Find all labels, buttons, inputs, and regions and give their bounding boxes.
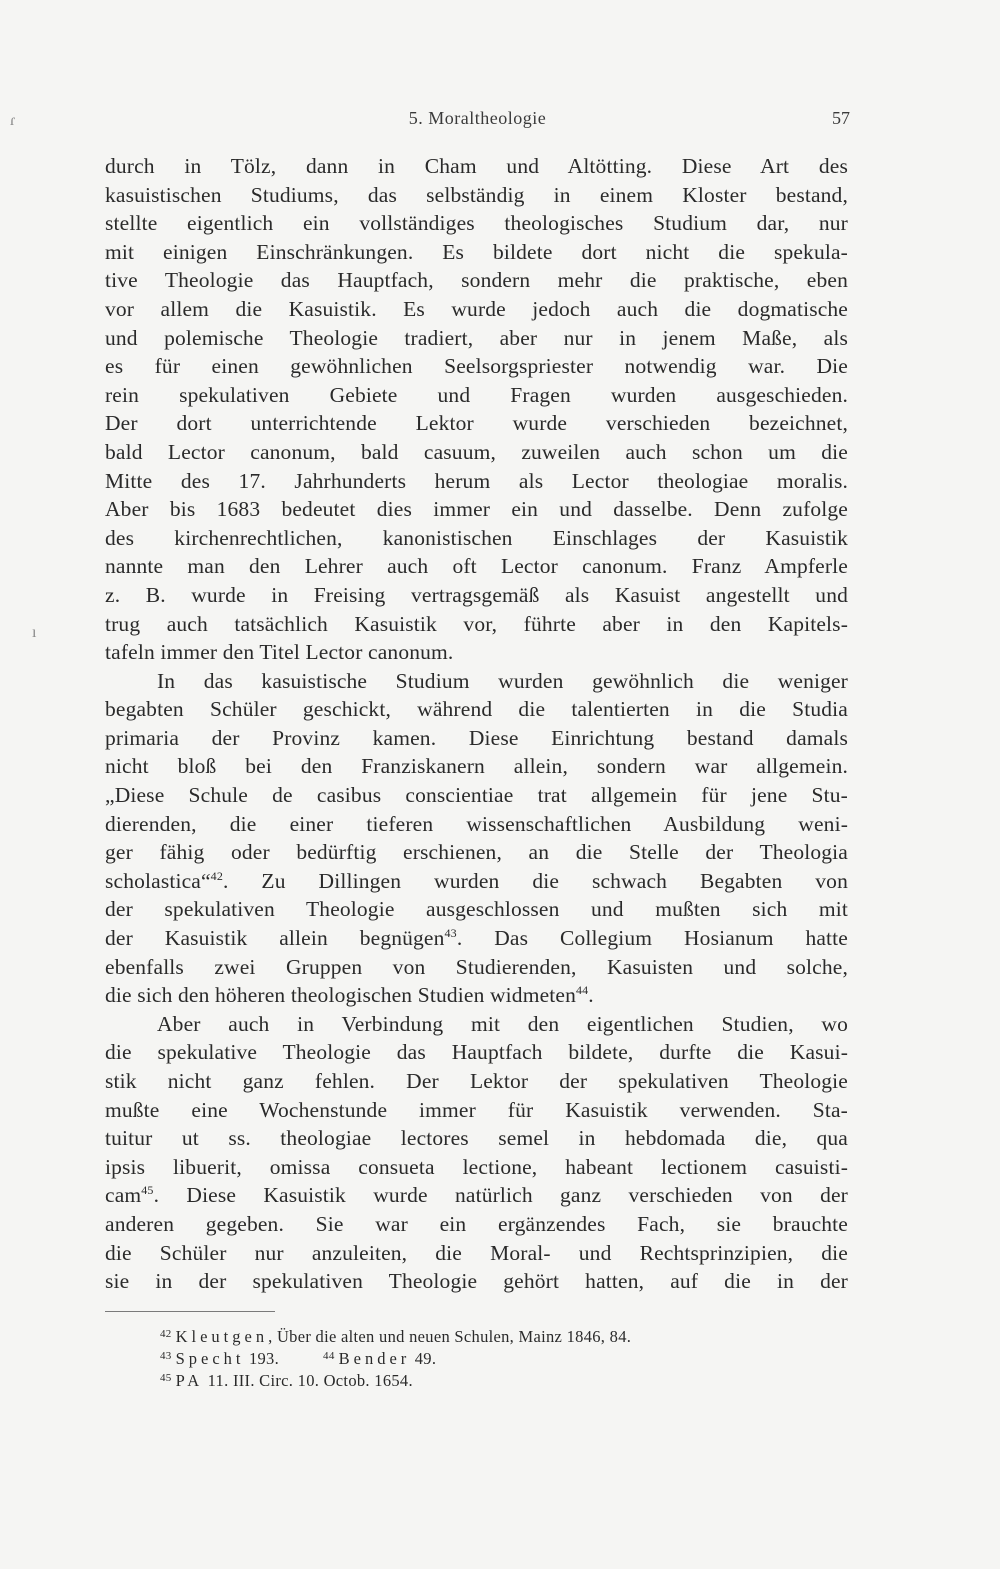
text-line: mit einigen Einschränkungen. Es bildete dort nicht die spekula-	[105, 239, 848, 264]
text-line: trug auch tatsächlich Kasuistik vor, führte aber in den Kapitels-	[105, 611, 848, 636]
text-segment: cam	[105, 1183, 142, 1208]
text-line: die Schüler nur anzuleiten, die Moral- und Rechtsprinzipien, die	[105, 1240, 848, 1265]
footnote	[160, 1323, 860, 1345]
text-line: primaria der Provinz kamen. Diese Einrichtung bestand damals	[105, 725, 848, 750]
footnote-number: 43	[160, 1350, 172, 1362]
footnote-author: Bender	[338, 1349, 411, 1368]
footnote-divider	[105, 1311, 275, 1312]
scan-mark: ɾ	[10, 112, 16, 129]
footnote-text: 193.	[244, 1349, 280, 1368]
footnote-author: Specht	[175, 1349, 245, 1368]
text-line	[105, 867, 848, 896]
text-line: die spekulative Theologie das Hauptfach bildete, durfte die Kasui-	[105, 1040, 848, 1065]
text-line	[105, 924, 848, 953]
text-line: bald Lector canonum, bald casuum, zuweilen auch schon um die	[105, 439, 848, 464]
text-line: rein spekulativen Gebiete und Fragen wurden ausgeschieden.	[105, 382, 848, 407]
text-line: In das kasuistische Studium wurden gewöhnlich die weniger	[157, 668, 848, 693]
text-line: der spekulativen Theologie ausgeschlossen und mußten sich mit	[105, 897, 848, 922]
text-line: und polemische Theologie tradiert, aber nur in jenem Maße, als	[105, 325, 848, 350]
text-line: z. B. wurde in Freising vertragsgemäß als Kasuist angestellt und	[105, 582, 848, 607]
text-line: Aber auch in Verbindung mit den eigentlichen Studien, wo	[157, 1011, 848, 1036]
footnote-number: 42	[160, 1328, 172, 1340]
footnote-number: 44	[323, 1350, 335, 1362]
footnote-text: 49.	[410, 1349, 437, 1368]
scan-mark: ı	[32, 624, 37, 641]
text-segment: . Zu Dillingen wurden die schwach Begabten von	[222, 868, 848, 893]
text-segment: die sich den höheren theologischen Studien widmeten	[105, 983, 576, 1008]
text-line: Aber bis 1683 bedeutet dies immer ein und dasselbe. Denn zufolge	[105, 497, 848, 522]
footnotes	[160, 1323, 860, 1389]
footnote-text: , Über die alten und neuen Schulen, Mainz 1846, 84.	[268, 1327, 632, 1346]
text-line: ipsis libuerit, omissa consueta lectione, habeant lectionem casuisti-	[105, 1154, 848, 1179]
footnote-ref[interactable]: 42	[210, 868, 223, 883]
text-line	[105, 1181, 848, 1210]
text-line: es für einen gewöhnlichen Seelsorgspriester notwendig war. Die	[105, 354, 848, 379]
text-line: nicht bloß bei den Franziskanern allein, sondern war allgemein.	[105, 754, 848, 779]
text-line: begabten Schüler geschickt, während die talentierten in die Studia	[105, 697, 848, 722]
text-line: sie in der spekulativen Theologie gehört hatten, auf die in der	[105, 1269, 848, 1294]
footnote-author: Kleutgen	[175, 1327, 269, 1346]
footnote-ref[interactable]: 45	[141, 1183, 154, 1198]
footnote-number: 45	[160, 1372, 172, 1384]
text-line: stik nicht ganz fehlen. Der Lektor der spekulativen Theologie	[105, 1069, 848, 1093]
footnote-ref[interactable]: 43	[444, 926, 457, 941]
page-header	[105, 108, 850, 132]
text-line: nannte man den Lehrer auch oft Lector canonum. Franz Ampferle	[105, 554, 848, 579]
footnote	[160, 1367, 860, 1389]
footnote-text: 11. III. Circ. 10. Octob. 1654.	[203, 1371, 413, 1390]
text-line: „Diese Schule de casibus conscientiae trat allgemein für jene Stu-	[105, 783, 848, 808]
text-line: vor allem die Kasuistik. Es wurde jedoch auch die dogmatische	[105, 296, 848, 321]
text-segment: . Das Collegium Hosianum hatte	[456, 926, 848, 951]
text-line: tafeln immer den Titel Lector canonum.	[105, 640, 454, 665]
footnote-author: PA	[175, 1371, 204, 1390]
text-line: anderen gegeben. Sie war ein ergänzendes Fach, sie brauchte	[105, 1211, 848, 1236]
running-title: 5. Moraltheologie	[408, 108, 547, 128]
text-line: mußte eine Wochenstunde immer für Kasuistik verwenden. Sta-	[105, 1097, 848, 1122]
text-line: durch in Tölz, dann in Cham und Altötting. Diese Art des	[105, 154, 848, 178]
text-line	[105, 981, 848, 1010]
text-line: des kirchenrechtlichen, kanonistischen Einschlages der Kasuistik	[105, 525, 848, 550]
text-line: Der dort unterrichtende Lektor wurde verschieden bezeichnet,	[105, 411, 848, 436]
text-segment: .	[588, 983, 594, 1008]
text-segment: der Kasuistik allein begnügen	[105, 926, 445, 951]
text-line: ebenfalls zwei Gruppen von Studierenden, Kasuisten und solche,	[105, 954, 848, 979]
text-line: tive Theologie das Hauptfach, sondern mehr die praktische, eben	[105, 268, 848, 293]
text-line: dierenden, die einer tieferen wissenschaftlichen Ausbildung weni-	[105, 811, 848, 836]
text-line: ger fähig oder bedürftig erschienen, an die Stelle der Theologia	[105, 840, 848, 865]
text-segment: scholastica“	[105, 868, 211, 893]
footnote-ref[interactable]: 44	[575, 983, 589, 998]
text-line: stellte eigentlich ein vollständiges theologisches Studium dar, nur	[105, 211, 848, 236]
text-segment: . Diese Kasuistik wurde natürlich ganz verschieden von der	[153, 1183, 848, 1208]
text-line: Mitte des 17. Jahrhunderts herum als Lector theologiae moralis.	[105, 468, 848, 493]
body-text	[105, 152, 848, 1296]
footnote	[160, 1345, 860, 1367]
text-line: tuitur ut ss. theologiae lectores semel in hebdomada die, qua	[105, 1126, 848, 1151]
page-number: 57	[832, 108, 850, 128]
text-line: kasuistischen Studiums, das selbständig in einem Kloster bestand,	[105, 182, 848, 207]
